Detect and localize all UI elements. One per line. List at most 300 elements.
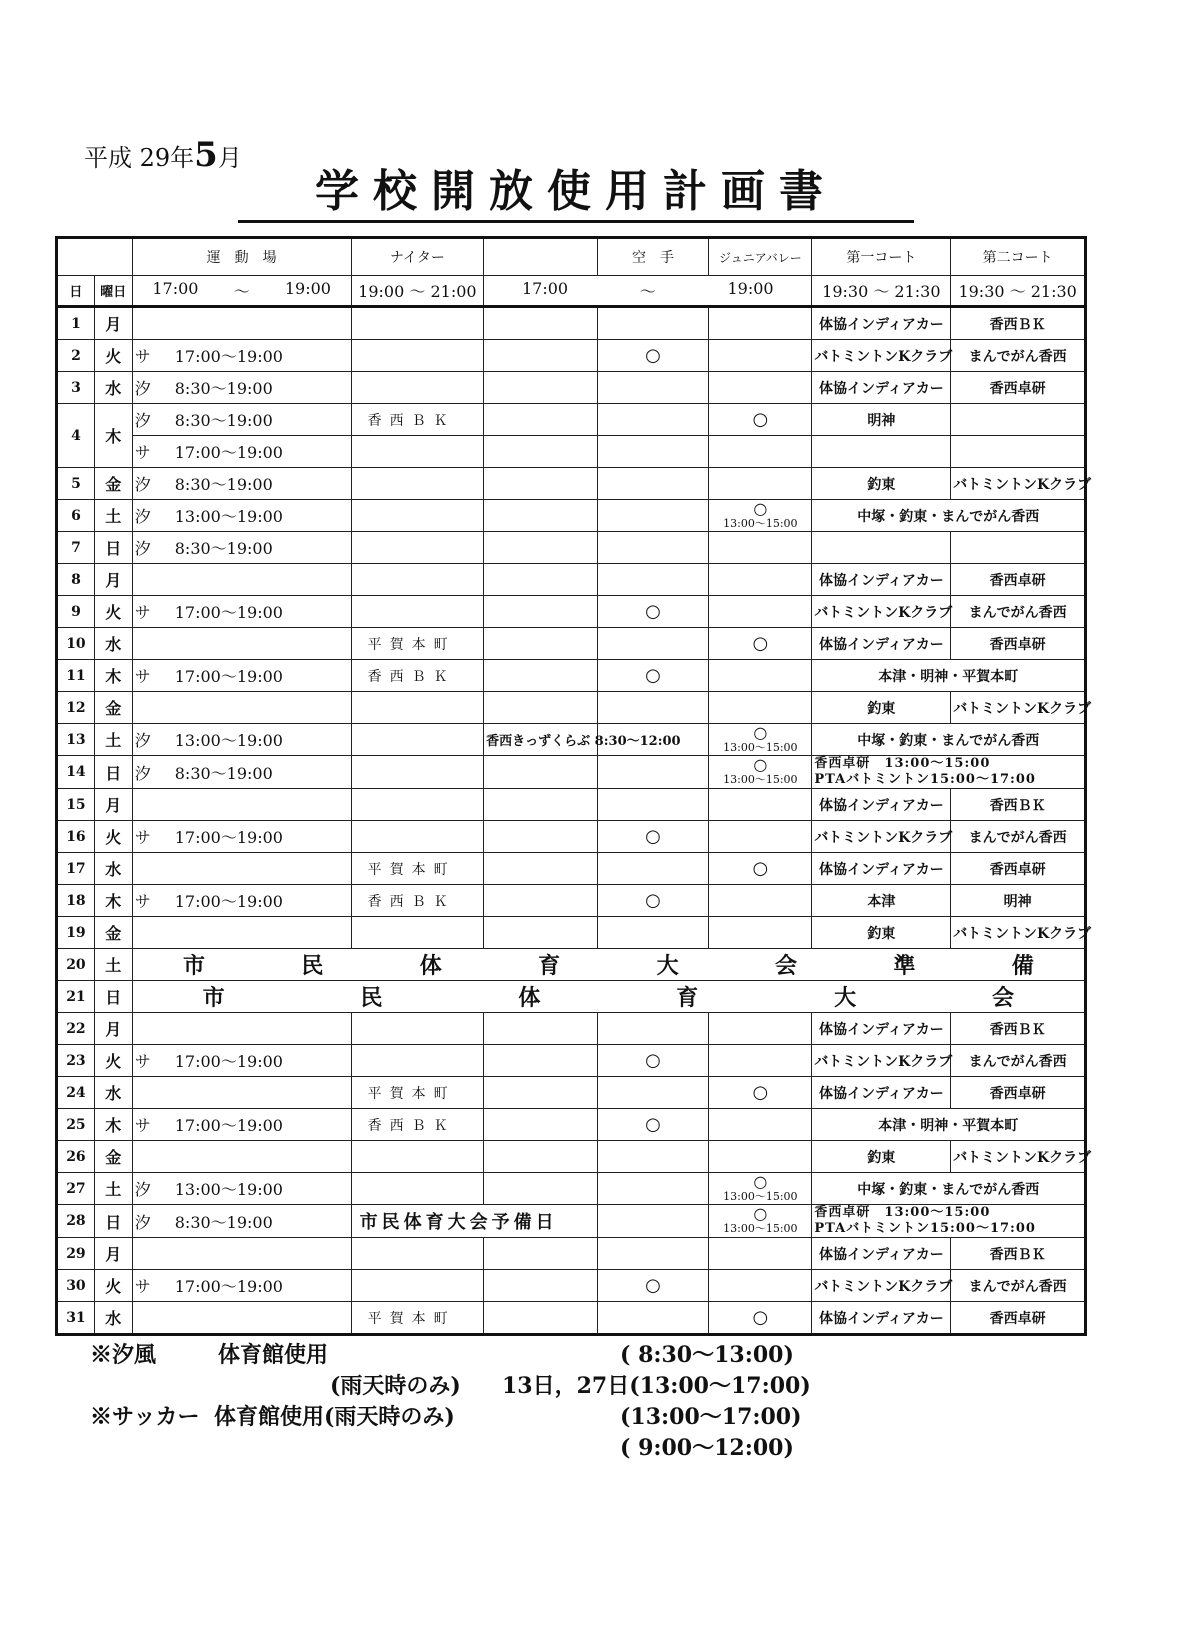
extra-cell <box>484 756 598 789</box>
day-cell: 17 <box>57 853 95 885</box>
note-line-4 <box>90 1433 850 1464</box>
ground-time: 8:30～19:00 <box>174 763 273 783</box>
court2-time: 19:30 ～ 21:30 <box>951 276 1086 307</box>
night-cell <box>351 307 484 340</box>
court-span-cell <box>812 756 1086 789</box>
extra-cell <box>484 853 598 885</box>
table-row <box>57 692 1086 724</box>
table-row <box>57 436 1086 468</box>
weekday-cell: 水 <box>94 1302 132 1335</box>
note-label: ※サッカー <box>90 1404 200 1430</box>
ground-group: 汐 <box>134 507 151 526</box>
ground-time: 17:00～19:00 <box>174 1052 283 1071</box>
event-cell: 市 民 体 育 大 会 <box>132 981 1085 1013</box>
day-cell: 11 <box>57 660 95 692</box>
court-span-cell: 本津・明神・平賀本町 <box>812 660 1086 692</box>
ground-time: 8:30～19:00 <box>174 411 273 430</box>
extra-cell <box>484 789 598 821</box>
note-text: (雨天時のみ) <box>330 1373 461 1399</box>
weekday-cell: 金 <box>94 692 132 724</box>
day-cell: 25 <box>57 1109 95 1141</box>
junior-volley-cell <box>709 468 812 500</box>
ground-time: 8:30～19:00 <box>174 475 273 494</box>
weekday-cell: 月 <box>94 789 132 821</box>
extra-cell <box>484 404 598 436</box>
junior-volley-header: ジュニアバレー <box>709 238 812 276</box>
day-cell: 1 <box>57 307 95 340</box>
day-cell: 31 <box>57 1302 95 1335</box>
ground-cell <box>132 756 351 789</box>
court1-time: 19:30 ～ 21:30 <box>812 276 951 307</box>
court-line: 香西卓研 13:00～15:00 <box>814 756 991 771</box>
ground-cell <box>132 692 351 724</box>
day-cell: 18 <box>57 885 95 917</box>
weekday-cell: 水 <box>94 1077 132 1109</box>
night-cell: 平賀本町 <box>351 1077 484 1109</box>
ground-time: 17:00～19:00 <box>174 892 283 911</box>
ground-group: 汐 <box>134 539 151 558</box>
court1-cell: 釣東 <box>812 692 951 724</box>
blank-header <box>57 238 133 276</box>
ground-cell <box>132 885 351 917</box>
court-span-cell: 本津・明神・平賀本町 <box>812 1109 1086 1141</box>
junior-volley-cell <box>709 596 812 628</box>
ground-cell <box>132 596 351 628</box>
court-span-cell: 中塚・釣東・まんでがん香西 <box>812 500 1086 532</box>
court1-cell: 体協インディアカー <box>812 307 951 340</box>
table-row <box>57 340 1086 372</box>
ground-cell <box>132 1077 351 1109</box>
night-cell: 香西ＢＫ <box>351 885 484 917</box>
extra-cell <box>484 692 598 724</box>
junior-volley-cell <box>709 1238 812 1270</box>
court2-cell <box>951 532 1086 564</box>
ground-cell <box>132 821 351 853</box>
night-header: ナイター <box>351 238 484 276</box>
extra-cell: 香西きっずくらぶ 8:30～12:00 <box>484 724 598 756</box>
court2-cell <box>951 436 1086 468</box>
notes <box>90 1340 850 1464</box>
table-row <box>57 564 1086 596</box>
day-cell: 12 <box>57 692 95 724</box>
karate-cell <box>597 372 709 404</box>
mark: ○ <box>753 1171 768 1191</box>
day-cell: 3 <box>57 372 95 404</box>
table-row <box>57 756 1086 789</box>
court-line: PTAバトミントン15:00～17:00 <box>814 772 1036 787</box>
night-cell <box>351 724 484 756</box>
ground-cell <box>132 340 351 372</box>
ground-time: 17:00～19:00 <box>174 667 283 686</box>
day-label: 日 <box>57 276 95 307</box>
junior-volley-cell: ○ <box>709 628 812 660</box>
weekday-cell: 土 <box>94 724 132 756</box>
ground-group: 汐 <box>134 731 151 750</box>
ground-time: 17:00～19:00 <box>174 1116 283 1135</box>
table-row <box>57 307 1086 340</box>
night-cell <box>351 468 484 500</box>
weekday-cell: 土 <box>94 500 132 532</box>
ground-cell <box>132 468 351 500</box>
ground-time: 17:00～19:00 <box>174 347 283 366</box>
junior-volley-cell <box>709 1013 812 1045</box>
ground-cell <box>132 1270 351 1302</box>
table-row <box>57 853 1086 885</box>
extra-cell <box>484 436 598 468</box>
night-cell <box>351 1013 484 1045</box>
extra-cell <box>484 1045 598 1077</box>
night-cell <box>351 532 484 564</box>
court2-cell: 香西ＢＫ <box>951 1238 1086 1270</box>
weekday-cell: 火 <box>94 1045 132 1077</box>
table-row <box>57 628 1086 660</box>
weekday-cell: 日 <box>94 532 132 564</box>
extra-cell <box>484 500 598 532</box>
schedule-table <box>55 236 1092 1336</box>
karate-cell: ○ <box>597 340 709 372</box>
karate-cell <box>597 1013 709 1045</box>
junior-volley-cell: ○ <box>709 853 812 885</box>
weekday-cell: 水 <box>94 372 132 404</box>
day-cell: 26 <box>57 1141 95 1173</box>
junior-volley-cell <box>709 724 812 756</box>
day-cell: 2 <box>57 340 95 372</box>
night-cell: 香西ＢＫ <box>351 1109 484 1141</box>
table-row <box>57 372 1086 404</box>
junior-volley-cell <box>709 307 812 340</box>
ground-cell <box>132 724 351 756</box>
court1-cell: バトミントンKクラブ <box>812 340 951 372</box>
day-cell: 14 <box>57 756 95 789</box>
ground-cell <box>132 1205 351 1238</box>
court2-cell: まんでがん香西 <box>951 596 1086 628</box>
court2-cell: バトミントンKクラブ <box>951 1141 1086 1173</box>
night-cell <box>351 917 484 949</box>
court1-cell: 明神 <box>812 404 951 436</box>
table-row <box>57 1302 1086 1335</box>
time-note: 13:00～15:00 <box>723 773 798 786</box>
ground-cell <box>132 372 351 404</box>
mark: ○ <box>753 1204 768 1223</box>
table-row <box>57 1205 1086 1238</box>
table-row <box>57 532 1086 564</box>
karate-header: 空 手 <box>597 238 709 276</box>
ground-time: 17:00～19:00 <box>174 1277 283 1296</box>
extra-cell <box>484 1077 598 1109</box>
weekday-cell: 日 <box>94 756 132 789</box>
table-row <box>57 1077 1086 1109</box>
karate-cell <box>597 756 709 789</box>
ground-cell <box>132 853 351 885</box>
extra-cell <box>484 372 598 404</box>
day-cell: 19 <box>57 917 95 949</box>
table-row <box>57 1141 1086 1173</box>
junior-volley-cell <box>709 340 812 372</box>
ground-time: 17:00 ～ 19:00 <box>132 276 351 307</box>
day-cell: 27 <box>57 1173 95 1205</box>
night-cell <box>351 340 484 372</box>
court2-cell: まんでがん香西 <box>951 1045 1086 1077</box>
weekday-cell: 水 <box>94 628 132 660</box>
ground-group: 汐 <box>134 1180 151 1199</box>
ground-time: 17:00～19:00 <box>174 828 283 847</box>
weekday-cell: 木 <box>94 660 132 692</box>
note-label: ※汐風 <box>90 1342 157 1368</box>
night-cell <box>351 1270 484 1302</box>
court-span-cell <box>812 1205 1086 1238</box>
note-time: 13日，27日(13:00～17:00) <box>502 1373 811 1399</box>
court1-cell: 体協インディアカー <box>812 1077 951 1109</box>
ground-time: 13:00～19:00 <box>174 731 283 750</box>
junior-volley-cell <box>709 917 812 949</box>
junior-volley-cell: ○ <box>709 1077 812 1109</box>
ground-group: サ <box>134 828 151 847</box>
junior-volley-cell: ○ <box>709 1302 812 1335</box>
extra-cell <box>484 821 598 853</box>
ground-cell <box>132 1141 351 1173</box>
day-cell: 15 <box>57 789 95 821</box>
extra-cell <box>484 917 598 949</box>
night-cell <box>351 789 484 821</box>
mark: ○ <box>753 755 768 774</box>
court1-cell: 体協インディアカー <box>812 853 951 885</box>
day-cell: 9 <box>57 596 95 628</box>
court2-cell: まんでがん香西 <box>951 1270 1086 1302</box>
court2-cell: 香西ＢＫ <box>951 789 1086 821</box>
karate-cell <box>597 1077 709 1109</box>
karate-cell: ○ <box>597 1109 709 1141</box>
day-cell: 16 <box>57 821 95 853</box>
note-text: 体育館使用 <box>218 1342 329 1368</box>
court1-cell: 釣東 <box>812 468 951 500</box>
table-row <box>57 468 1086 500</box>
court1-cell: 体協インディアカー <box>812 789 951 821</box>
court2-cell: 香西卓研 <box>951 628 1086 660</box>
weekday-cell: 水 <box>94 853 132 885</box>
court2-cell: 香西ＢＫ <box>951 307 1086 340</box>
night-cell: 平賀本町 <box>351 1302 484 1335</box>
weekday-cell: 月 <box>94 564 132 596</box>
court1-cell: 釣東 <box>812 1141 951 1173</box>
junior-volley-cell <box>709 1270 812 1302</box>
day-cell: 10 <box>57 628 95 660</box>
ground-time: 13:00～19:00 <box>174 1180 283 1199</box>
mark: ○ <box>753 498 768 518</box>
mark: ○ <box>753 722 768 742</box>
ground-time: 17:00～19:00 <box>174 443 283 462</box>
table-row <box>57 1045 1086 1077</box>
night-cell <box>351 596 484 628</box>
weekday-cell: 月 <box>94 307 132 340</box>
junior-volley-cell <box>709 372 812 404</box>
junior-volley-cell <box>709 660 812 692</box>
ground-group: サ <box>134 1116 151 1135</box>
court1-cell: 体協インディアカー <box>812 564 951 596</box>
day-cell: 8 <box>57 564 95 596</box>
ground-cell <box>132 789 351 821</box>
ground-group: 汐 <box>134 379 151 398</box>
ground-header: 運 動 場 <box>132 238 351 276</box>
extra-cell <box>484 1302 598 1335</box>
extra-cell <box>484 307 598 340</box>
weekday-cell: 火 <box>94 821 132 853</box>
court1-cell: 体協インディアカー <box>812 1302 951 1335</box>
day-cell: 20 <box>57 949 95 981</box>
ground-group: サ <box>134 603 151 622</box>
karate-cell: ○ <box>597 1045 709 1077</box>
court2-cell: バトミントンKクラブ <box>951 917 1086 949</box>
karate-cell <box>597 468 709 500</box>
court1-header: 第一コート <box>812 238 951 276</box>
court2-cell: バトミントンKクラブ <box>951 468 1086 500</box>
karate-cell <box>597 564 709 596</box>
night-cell: 平賀本町 <box>351 628 484 660</box>
night-cell: 市民体育大会予備日 <box>351 1205 597 1238</box>
ground-group: 汐 <box>134 1212 151 1232</box>
table-row <box>57 500 1086 532</box>
night-cell <box>351 756 484 789</box>
ground-group: サ <box>134 667 151 686</box>
table-row <box>57 724 1086 756</box>
note-time: ( 8:30～13:00) <box>620 1342 794 1368</box>
ground-time: 8:30～19:00 <box>174 539 273 558</box>
junior-volley-cell <box>709 1173 812 1205</box>
ground-group: サ <box>134 347 151 366</box>
court1-cell: バトミントンKクラブ <box>812 821 951 853</box>
junior-volley-cell <box>709 789 812 821</box>
weekday-cell: 火 <box>94 1270 132 1302</box>
karate-cell <box>597 404 709 436</box>
day-cell: 13 <box>57 724 95 756</box>
night-cell <box>351 1173 484 1205</box>
table-row <box>57 949 1086 981</box>
weekday-cell: 金 <box>94 1141 132 1173</box>
karate-cell <box>597 1173 709 1205</box>
karate-cell: ○ <box>597 1270 709 1302</box>
day-cell: 6 <box>57 500 95 532</box>
junior-volley-cell <box>709 885 812 917</box>
court2-cell: 明神 <box>951 885 1086 917</box>
ground-time: 17:00～19:00 <box>174 603 283 622</box>
karate-cell: ○ <box>597 885 709 917</box>
day-cell: 23 <box>57 1045 95 1077</box>
court1-cell <box>812 436 951 468</box>
karate-cell: ○ <box>597 821 709 853</box>
time-header-row <box>57 276 1086 307</box>
weekday-cell: 木 <box>94 1109 132 1141</box>
junior-volley-cell <box>709 436 812 468</box>
night-cell <box>351 436 484 468</box>
junior-volley-cell <box>709 532 812 564</box>
ground-group: 汐 <box>134 411 151 430</box>
ground-cell <box>132 307 351 340</box>
ground-time: 8:30～19:00 <box>174 379 273 398</box>
weekday-cell: 金 <box>94 468 132 500</box>
karate-cell <box>597 853 709 885</box>
court-span-cell: 中塚・釣東・まんでがん香西 <box>812 1173 1086 1205</box>
karate-time: 17:00 ～ 19:00 <box>484 276 812 307</box>
court2-cell <box>951 404 1086 436</box>
night-cell <box>351 500 484 532</box>
court2-cell: まんでがん香西 <box>951 340 1086 372</box>
extra-cell <box>484 1013 598 1045</box>
karate-cell <box>597 1141 709 1173</box>
court2-cell: 香西卓研 <box>951 1077 1086 1109</box>
extra-cell <box>484 564 598 596</box>
extra-cell <box>484 468 598 500</box>
extra-cell <box>484 660 598 692</box>
table-row <box>57 660 1086 692</box>
court-span-cell: 中塚・釣東・まんでがん香西 <box>812 724 1086 756</box>
weekday-cell: 木 <box>94 885 132 917</box>
day-cell: 24 <box>57 1077 95 1109</box>
table-row <box>57 404 1086 436</box>
ground-cell <box>132 436 351 468</box>
karate-cell <box>597 436 709 468</box>
court-line: PTAバトミントン15:00～17:00 <box>814 1221 1036 1236</box>
court2-cell: 香西卓研 <box>951 1302 1086 1335</box>
junior-volley-cell <box>709 756 812 789</box>
karate-cell: ○ <box>597 596 709 628</box>
ground-cell <box>132 1302 351 1335</box>
table-row <box>57 789 1086 821</box>
court2-cell: 香西卓研 <box>951 564 1086 596</box>
ground-cell <box>132 404 351 436</box>
karate-cell <box>597 1302 709 1335</box>
weekday-cell: 月 <box>94 1013 132 1045</box>
extra-header <box>484 238 598 276</box>
court2-header: 第二コート <box>951 238 1086 276</box>
weekday-cell: 火 <box>94 340 132 372</box>
table-row <box>57 1173 1086 1205</box>
ground-group: サ <box>134 1052 151 1071</box>
ground-cell <box>132 500 351 532</box>
court2-cell: 香西卓研 <box>951 372 1086 404</box>
column-group-header-row <box>57 238 1086 276</box>
extra-cell <box>484 885 598 917</box>
court1-cell: 釣東 <box>812 917 951 949</box>
junior-volley-cell <box>709 500 812 532</box>
night-cell <box>351 372 484 404</box>
night-time: 19:00 ～ 21:00 <box>351 276 484 307</box>
court2-cell: 香西卓研 <box>951 853 1086 885</box>
table-row <box>57 596 1086 628</box>
junior-volley-cell <box>709 1141 812 1173</box>
extra-cell <box>484 596 598 628</box>
weekday-cell: 日 <box>94 1205 132 1238</box>
ground-group: 汐 <box>134 763 151 783</box>
document-date: 平成 29年5月 <box>84 135 242 175</box>
weekday-cell: 土 <box>94 949 132 981</box>
junior-volley-cell <box>709 564 812 596</box>
court1-cell: バトミントンKクラブ <box>812 1045 951 1077</box>
court1-cell: 本津 <box>812 885 951 917</box>
karate-cell <box>597 532 709 564</box>
ground-cell <box>132 1045 351 1077</box>
ground-group: サ <box>134 892 151 911</box>
ground-cell <box>132 1109 351 1141</box>
court2-cell: まんでがん香西 <box>951 821 1086 853</box>
karate-cell <box>597 307 709 340</box>
note-line-1 <box>90 1340 850 1371</box>
table-row <box>57 1013 1086 1045</box>
day-cell: 5 <box>57 468 95 500</box>
night-cell <box>351 1141 484 1173</box>
table-row <box>57 917 1086 949</box>
karate-cell <box>597 692 709 724</box>
note-time: (13:00～17:00) <box>620 1404 802 1430</box>
night-cell: 平賀本町 <box>351 853 484 885</box>
